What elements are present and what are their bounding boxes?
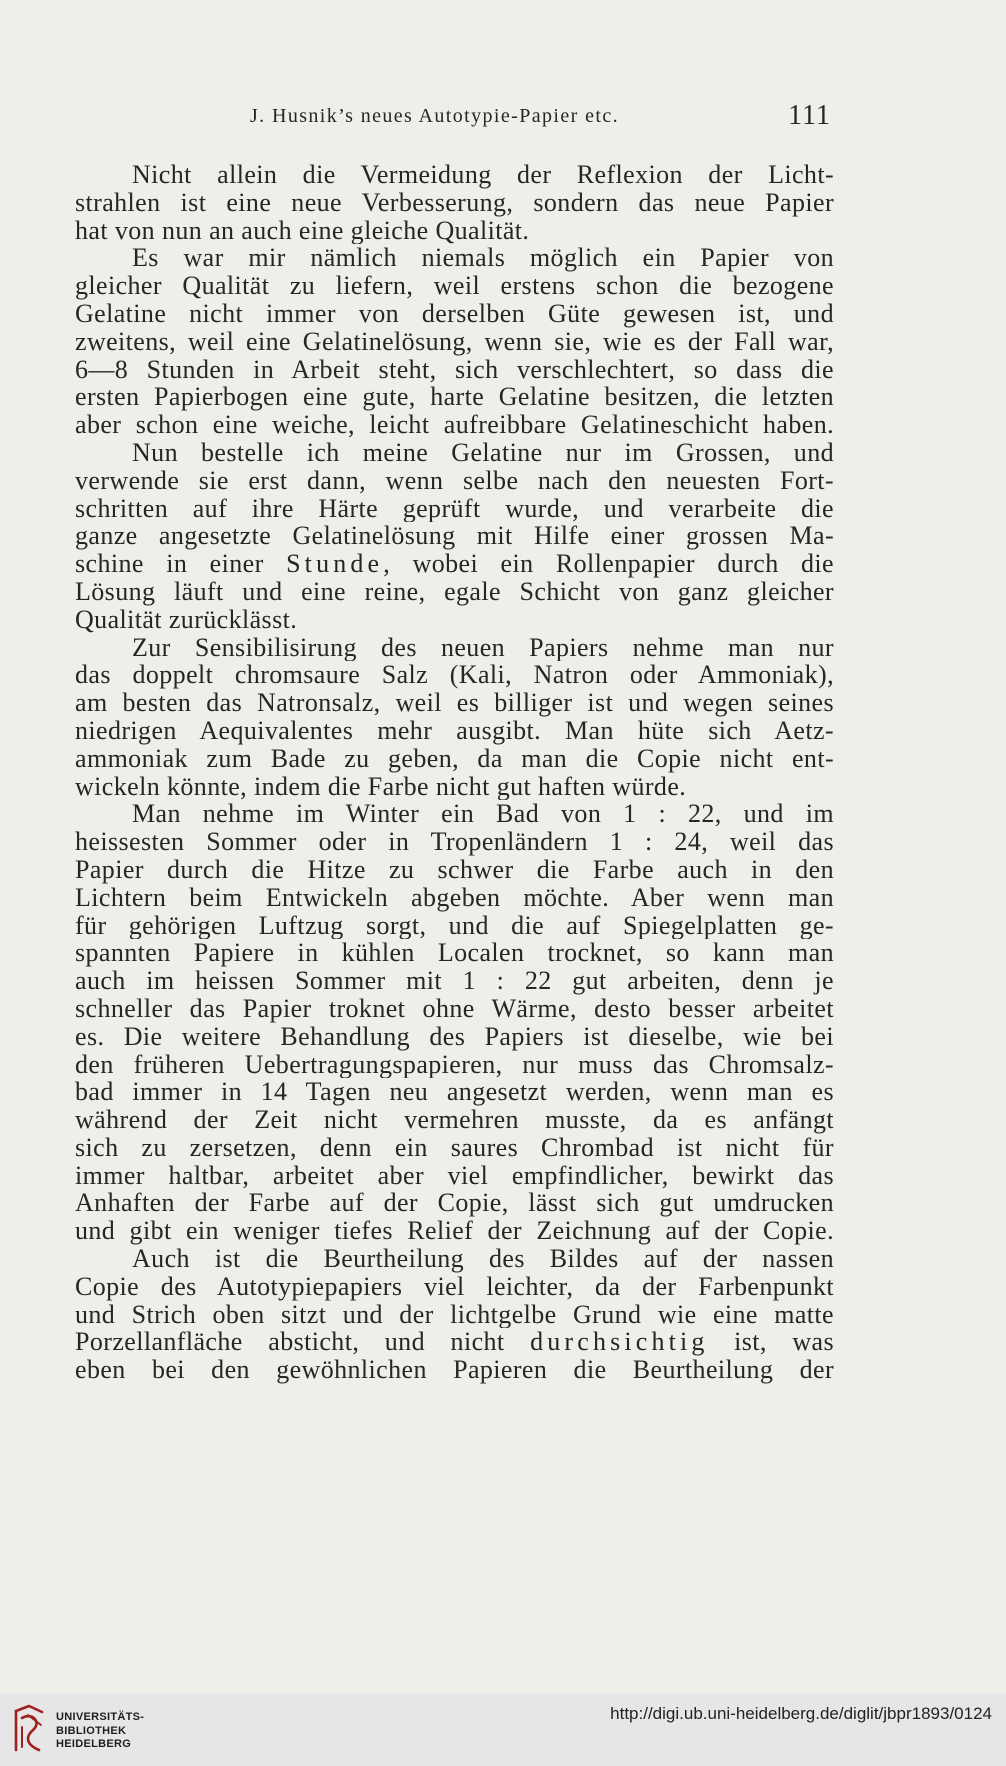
permalink-url: http://digi.ub.uni-heidelberg.de/diglit/jbpr1893/0124 xyxy=(610,1704,992,1723)
paragraph xyxy=(75,1245,834,1384)
text-line: ersten Papierbogen eine gute, harte Gelatine besitzen, die letzten xyxy=(75,383,834,412)
text-line: Anhaften der Farbe auf der Copie, lässt sich gut umdrucken xyxy=(75,1189,834,1218)
paragraph xyxy=(75,161,834,244)
paragraph xyxy=(75,800,834,1245)
text-line: Lösung läuft und eine reine, egale Schicht von ganz gleicher xyxy=(75,577,834,606)
page-number: 111 xyxy=(788,100,831,131)
logo-stroke xyxy=(28,1715,41,1725)
text-line: verwende sie erst dann, wenn selbe nach den neuesten Fort- xyxy=(75,466,834,495)
text-line: auch im heissen Sommer mit 1 : 22 gut arbeiten, denn je xyxy=(75,967,834,995)
text-line: eben bei den gewöhnlichen Papieren die Beurtheilung der xyxy=(75,1356,834,1385)
text-line: spannten Papiere in kühlen Localen trocknet, so kann man xyxy=(75,939,834,968)
text-line: den früheren Uebertragungspapieren, nur muss das Chromsalz- xyxy=(75,1050,834,1079)
text-line: Es war mir nämlich niemals möglich ein Papier von xyxy=(132,244,834,273)
letterspaced-word: durchsichtig xyxy=(530,1328,709,1357)
text-segment: ist, was xyxy=(708,1328,834,1357)
text-line: aber schon eine weiche, leicht aufreibbare Gelatineschicht haben. xyxy=(75,411,834,439)
paragraph xyxy=(75,634,834,801)
text-line: Auch ist die Beurtheilung des Bildes auf der nassen xyxy=(132,1245,834,1273)
ub-heidelberg-logo-icon xyxy=(11,1703,47,1755)
text-line: das doppelt chromsaure Salz (Kali, Natron oder Ammoniak), xyxy=(75,661,834,690)
text-line: heissesten Sommer oder in Tropenländern 1 : 24, weil das xyxy=(75,828,834,856)
library-name-line: BIBLIOTHEK xyxy=(56,1724,127,1737)
text-line: und Strich oben sitzt und der lichtgelbe Grund wie eine matte xyxy=(75,1300,834,1329)
running-title: J. Husnik’s neues Autotypie-Papier etc. xyxy=(250,105,619,127)
text-line: Copie des Autotypiepapiers viel leichter, da der Farbenpunkt xyxy=(75,1272,834,1301)
text-segment: Porzellanfläche absticht, und nicht xyxy=(75,1328,531,1357)
library-name-line: HEIDELBERG xyxy=(56,1738,132,1750)
text-line: schneller das Papier troknet ohne Wärme, desto besser arbeitet xyxy=(75,994,834,1023)
text-line: immer haltbar, arbeitet aber viel empfindlicher, bewirkt das xyxy=(75,1161,834,1190)
library-name-line: UNIVERSITÄTS- xyxy=(56,1711,145,1723)
paragraph xyxy=(75,439,834,634)
text-line: zweitens, weil eine Gelatinelösung, wenn sie, wie es der Fall war, xyxy=(75,327,834,356)
text-line: niedrigen Aequivalentes mehr ausgibt. Man hüte sich Aetz- xyxy=(75,716,834,745)
text-line: bad immer in 14 Tagen neu angesetzt werden, wenn man es xyxy=(75,1078,834,1107)
text-line xyxy=(75,550,834,578)
text-line: es. Die weitere Behandlung des Papiers ist dieselbe, wie bei xyxy=(75,1022,834,1051)
text-line: gleicher Qualität zu liefern, weil erstens schon die bezogene xyxy=(75,272,834,300)
text-line: Papier durch die Hitze zu schwer die Farbe auch in den xyxy=(75,855,834,884)
text-line: hat von nun an auch eine gleiche Qualität. xyxy=(75,216,530,245)
text-line: während der Zeit nicht vermehren musste, da es anfängt xyxy=(75,1106,834,1134)
text-line: 6—8 Stunden in Arbeit steht, sich verschlechtert, so dass die xyxy=(75,355,834,384)
text-line: Zur Sensibilisirung des neuen Papiers nehme man nur xyxy=(132,633,834,662)
text-line: sich zu zersetzen, denn ein saures Chrombad ist nicht für xyxy=(75,1133,834,1162)
text-line: Gelatine nicht immer von derselben Güte gewesen ist, und xyxy=(75,299,834,328)
text-line: wickeln könnte, indem die Farbe nicht gut haften würde. xyxy=(75,772,687,801)
text-line: Qualität zurücklässt. xyxy=(75,605,298,634)
text-line: strahlen ist eine neue Verbesserung, sondern das neue Papier xyxy=(75,188,834,217)
logo-stroke xyxy=(16,1706,42,1712)
letterspaced-word: Stunde xyxy=(286,550,384,578)
text-line: ammoniak zum Bade zu geben, da man die Copie nicht ent- xyxy=(75,744,834,773)
text-line: für gehörigen Luftzug sorgt, und die auf Spiegelplatten ge- xyxy=(75,911,834,940)
text-line: Nun bestelle ich meine Gelatine nur im Grossen, und xyxy=(132,438,834,467)
paragraph xyxy=(75,244,834,439)
text-line: schritten auf ihre Härte geprüft wurde, und verarbeite die xyxy=(75,494,834,523)
text-line: und gibt ein weniger tiefes Relief der Zeichnung auf der Copie. xyxy=(75,1217,834,1246)
text-line: Lichtern beim Entwickeln abgeben möchte. Aber wenn man xyxy=(75,883,834,912)
text-line: Man nehme im Winter ein Bad von 1 : 22, und im xyxy=(132,800,834,829)
body-text xyxy=(75,161,834,1384)
text-line: Nicht allein die Vermeidung der Reflexion der Licht- xyxy=(132,161,834,189)
text-segment: schine in einer xyxy=(75,550,287,578)
library-name xyxy=(56,1711,144,1752)
text-line: ganze angesetzte Gelatinelösung mit Hilfe einer grossen Ma- xyxy=(75,522,834,551)
text-line: am besten das Natronsalz, weil es billiger ist und wegen seines xyxy=(75,689,834,717)
text-segment: , wobei ein Rollenpapier durch die xyxy=(383,550,834,578)
text-line xyxy=(75,1328,834,1356)
